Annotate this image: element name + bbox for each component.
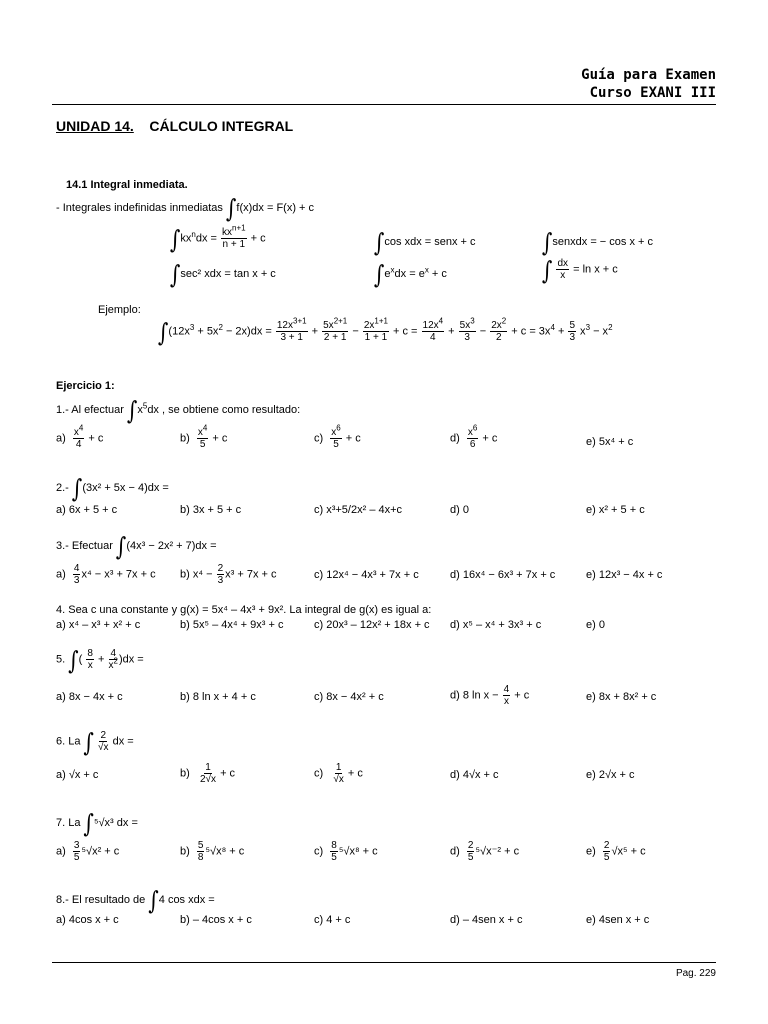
q6-option-a: a) √x + c <box>56 769 99 781</box>
q3-option-c: c) 12x⁴ − 4x³ + 7x + c <box>314 569 419 581</box>
q7-option-b: b) $\frac{5}{8}$ ⁵√x⁸ + c <box>180 840 245 863</box>
q7-option-d: d) $\frac{2}{5}$ ⁵√x⁻² + c <box>450 840 520 863</box>
q6-option-d: d) 4√x + c <box>450 769 499 781</box>
q2-option-b: b) 3x + 5 + c <box>180 504 242 516</box>
q7-prompt: 7. La ∫⁵√x³ dx = <box>56 808 138 838</box>
q4-option-b: b) 5x⁵ – 4x⁴ + 9x³ + c <box>180 619 284 631</box>
q1-option-a: a) $\frac{x^4}{4}$ + c <box>56 423 104 450</box>
q1-prompt: 1.- Al efectuar $\int x^5dx$ , se obtiene como resultado: <box>56 395 301 425</box>
q8-option-a: a) 4cos x + c <box>56 914 119 926</box>
q1-option-e: e) 5x⁴ + c <box>586 436 634 448</box>
q5-option-e: e) 8x + 8x² + c <box>586 691 657 703</box>
integral-sign: ∫ <box>226 193 237 223</box>
q5-option-b: b) 8 ln x + 4 + c <box>180 691 256 703</box>
q3-option-a: a) $\frac{4}{3}$ x⁴ − x³ + 7x + c <box>56 563 156 586</box>
formula-power: $\int kx^ndx$ = $\frac{kx^{n+1}}{n + 1}$ + c <box>170 223 266 254</box>
q7-option-c: c) $\frac{8}{5}$ ⁵√x⁸ + c <box>314 840 378 863</box>
q3-option-e: e) 12x³ − 4x + c <box>586 569 663 581</box>
q2-prompt: 2.- ∫(3x² + 5x − 4)dx = <box>56 473 169 503</box>
q3-option-b: b) x⁴ − $\frac{2}{3}$ x³ + 7x + c <box>180 563 277 586</box>
page-number: Pag. 229 <box>675 968 716 979</box>
unit-title <box>56 118 293 134</box>
q6-prompt: 6. La ∫ $\frac{2}{√x}$ dx = <box>56 726 134 757</box>
formula-ln: ∫ $\frac{dx}{x}$ = ln x + c <box>542 254 618 285</box>
q2-option-a: a) 6x + 5 + c <box>56 504 118 516</box>
q4-prompt: 4. Sea c una constante y g(x) = 5x⁴ – 4x³ + 9x². La integral de g(x) es igual a: <box>56 604 432 616</box>
q4-option-d: d) x⁵ – x⁴ + 3x³ + c <box>450 619 542 631</box>
q6-option-b: b) $\frac{1}{2√x}$ + c <box>180 762 236 785</box>
q5-prompt: 5. ∫( $\frac{8}{x}$ + $\frac{4}{x^2}$ )dx = <box>56 644 144 675</box>
header-title: Guía para Examen <box>581 67 716 83</box>
q6-option-c: c) $\frac{1}{√x}$ + c <box>314 762 363 785</box>
q7-option-e: e) $\frac{2}{5}$ √x⁵ + c <box>586 840 646 863</box>
q4-option-a: a) x⁴ – x³ + x² + c <box>56 619 141 631</box>
header-subtitle: Curso EXANI III <box>589 85 716 101</box>
unit-number: UNIDAD 14. <box>56 118 134 134</box>
footer-divider <box>52 962 716 963</box>
q7-option-a: a) $\frac{3}{5}$ ⁵√x² + c <box>56 840 120 863</box>
formula-cos: ∫cos xdx = senx + c <box>374 227 476 257</box>
q8-option-d: d) – 4sen x + c <box>450 914 523 926</box>
formula-sen: ∫senxdx = − cos x + c <box>542 227 654 257</box>
q6-option-e: e) 2√x + c <box>586 769 635 781</box>
section-intro: - Integrales indefinidas inmediatas ∫f(x)dx = F(x) + c <box>56 193 315 223</box>
q5-option-d: d) 8 ln x − $\frac{4}{x}$ + c <box>450 684 530 707</box>
q2-option-d: d) 0 <box>450 504 469 516</box>
q8-option-e: e) 4sen x + c <box>586 914 650 926</box>
general-formula: f(x)dx = F(x) + c <box>236 201 315 214</box>
q1-option-b: b) $\frac{x^4}{5}$ + c <box>180 423 228 450</box>
example-label: Ejemplo: <box>98 304 141 316</box>
formula-exp: $\int e^xdx = e^x + c$ <box>374 259 447 289</box>
q4-option-e: e) 0 <box>586 619 605 631</box>
q2-option-e: e) x² + 5 + c <box>586 504 645 516</box>
q5-option-c: c) 8x − 4x² + c <box>314 691 384 703</box>
q4-option-c: c) 20x³ – 12x² + 18x + c <box>314 619 430 631</box>
q8-option-b: b) – 4cos x + c <box>180 914 252 926</box>
header-divider <box>52 104 716 105</box>
q3-prompt: 3.- Efectuar ∫(4x³ − 2x² + 7)dx = <box>56 531 217 561</box>
q1-option-d: d) $\frac{x^6}{6}$ + c <box>450 423 498 450</box>
q1-option-c: c) $\frac{x^6}{5}$ + c <box>314 423 361 450</box>
example-expression: $\int(12x^3 + 5x^2 - 2x)dx$ = $\frac{12x^{3+1}}{3 + 1}$ + $\frac{5x^{2+1}}{2 + 1}$ − $\frac{2x^{1+1}}{1 + 1}$ + c = $\frac{12x^4}{4}$ + $\frac{5x^3}{3}$ − $\frac{2x^2}{2}$ + $c = 3x^4$ + $\frac{5}{3}$ $x^3 - x^2$ <box>158 316 613 347</box>
unit-name: CÁLCULO INTEGRAL <box>149 118 294 134</box>
q8-option-c: c) 4 + c <box>314 914 351 926</box>
q2-option-c: c) x³+5/2x² – 4x+c <box>314 504 403 516</box>
q8-prompt: 8.- El resultado de ∫4 cos xdx = <box>56 885 215 915</box>
q5-option-a: a) 8x − 4x + c <box>56 691 123 703</box>
exercise-title: Ejercicio 1: <box>56 380 115 392</box>
q3-option-d: d) 16x⁴ − 6x³ + 7x + c <box>450 569 556 581</box>
section-title: 14.1 Integral inmediata. <box>66 179 188 191</box>
formula-sec: ∫sec² xdx = tan x + c <box>170 259 276 289</box>
